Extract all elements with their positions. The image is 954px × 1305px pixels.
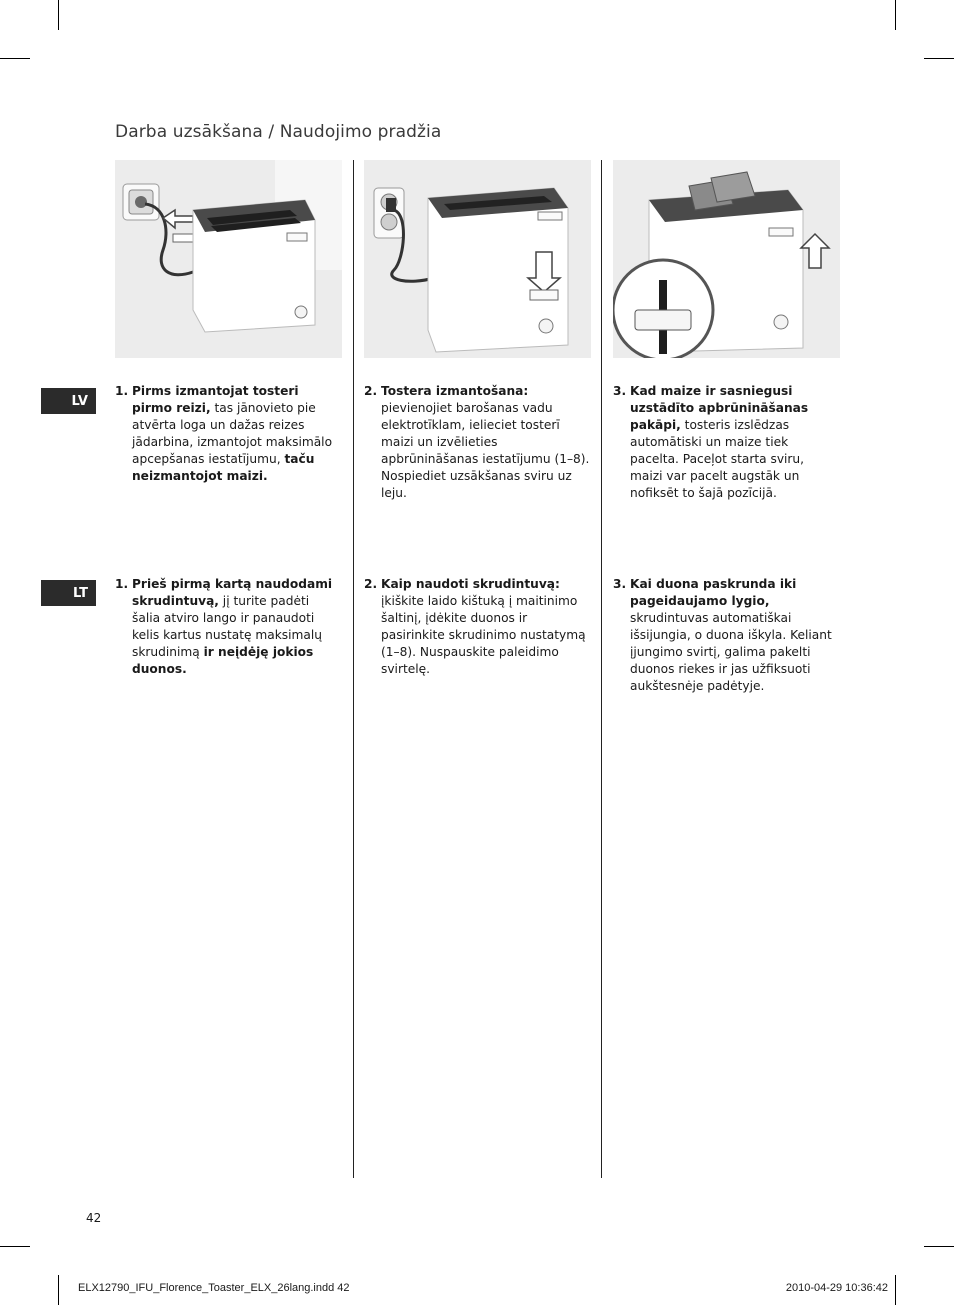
page-number: 42 [86,1211,102,1225]
step-text: skrudintuvas automatiškai išsijungia, o duona iškyla. Keliant įjungimo svirtį, galima pakelti duonos riekes ir jas užfiksuoti aukštesnėje padėtyje. [630,611,832,693]
column-divider [353,160,354,1178]
press-lever-down-illustration [364,160,591,358]
step-number: 2. [364,577,378,591]
lv-step-3 [613,383,839,502]
step-number: 1. [115,384,129,398]
step-bold-end: taču neizmantojot maizi. [132,452,315,483]
lang-badge-lv: LV [41,388,96,414]
step-bold-lead: Kad maize ir sasniegusi uzstādīto apbrūnināšanas pakāpi, [630,384,809,432]
step-number: 3. [613,384,627,398]
crop-mark [58,1275,59,1305]
lv-step-2 [364,383,590,502]
step-bold-lead: Prieš pirmą kartą naudodami skrudintuvą, [132,577,333,608]
step-bold-lead: Tostera izmantošana: [381,384,529,398]
plug-into-socket-illustration [115,160,342,358]
step-bold-end: ir neįdėję jokios duonos. [132,645,314,676]
step-text: įkiškite laido kištuką į maitinimo šaltinį, įdėkite duonos ir pasirinkite skrudinimo nustatymą (1–8). Nuspauskite paleidimo svirtelę. [381,594,586,676]
lv-step-1 [115,383,341,485]
lt-step-1 [115,576,341,678]
step-number: 1. [115,577,129,591]
footer-filename: ELX12790_IFU_Florence_Toaster_ELX_26lang.indd 42 [78,1282,350,1294]
crop-mark [0,1246,30,1247]
step-bold-lead: Kaip naudoti skrudintuvą: [381,577,560,591]
lang-badge-lt: LT [41,580,96,606]
step-text: tosteris izslēdzas automātiski un maize tiek pacelta. Paceļot starta sviru, maizi var pacelt augstāk un nofiksēt to šajā pozīcijā. [630,418,805,500]
column-divider [601,160,602,1178]
lt-step-3 [613,576,839,695]
crop-mark [58,0,59,30]
step-number: 3. [613,577,627,591]
step-text: tas jānovieto pie atvērta loga un dažas reizes jādarbina, izmantojot maksimālo apcepšanas iestatījumu, [132,401,333,466]
crop-mark [0,58,30,59]
step-text: jį turite padėti šalia atviro lango ir panaudoti kelis kartus nustatę maksimalų skrudinimą [132,594,322,659]
step-text: pievienojiet barošanas vadu elektrotīklam, ielieciet tosterī maizi un izvēlieties apbrūnināšanas iestatījumu (1–8). Nospiediet uzsākšanas sviru uz leju. [381,401,590,500]
page-title: Darba uzsākšana / Naudojimo pradžia [115,122,442,142]
bread-pops-up-illustration [613,160,840,358]
step-bold-lead: Kai duona paskrunda iki pageidaujamo lygio, [630,577,797,608]
crop-mark [895,0,896,30]
crop-mark [895,1275,896,1305]
step-number: 2. [364,384,378,398]
crop-mark [924,58,954,59]
lt-step-2 [364,576,590,678]
crop-mark [924,1246,954,1247]
footer-timestamp: 2010-04-29 10:36:42 [785,1282,888,1294]
step-bold-lead: Pirms izmantojat tosteri pirmo reizi, [132,384,299,415]
